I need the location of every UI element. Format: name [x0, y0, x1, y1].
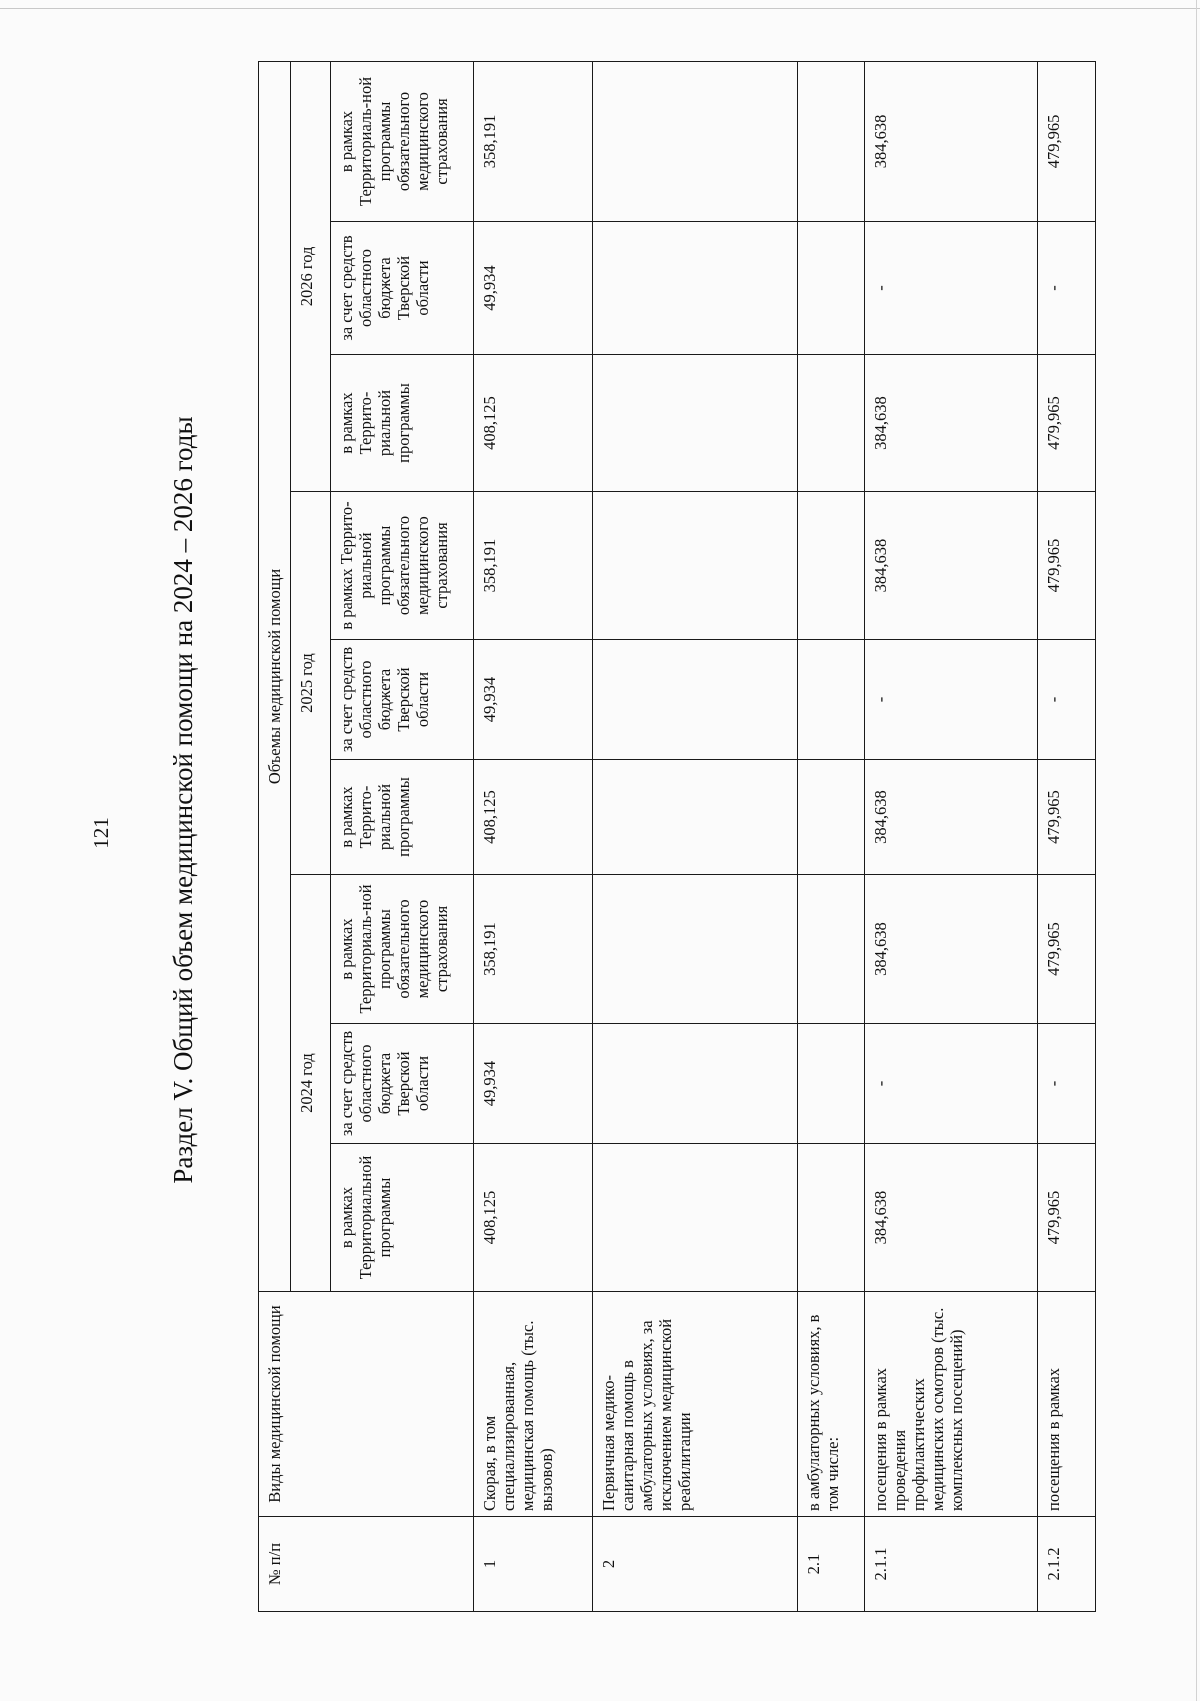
table-row [592, 61, 797, 1611]
row-name: Скорая, в том специализированная, медицинская помощь (тыс. вызовов) [474, 1292, 593, 1517]
subheader-2024-regional-budget: за счет средств областного бюджета Тверской области [331, 1024, 474, 1144]
section-title: Раздел V. Общий объем медицинской помощи на 2024 – 2026 годы [168, 416, 198, 1184]
cell-2025-regional-budget: 49,934 [474, 640, 593, 760]
subheader-2024-territorial: в рамках Территориальной программы [331, 1144, 474, 1292]
row-num: 2.1.2 [1038, 1517, 1096, 1612]
cell-2026-oms: 479,965 [1038, 61, 1096, 221]
cell-2025-oms [592, 492, 797, 640]
cell-2025-regional-budget: - [865, 640, 1038, 760]
cell-2024-oms [592, 875, 797, 1024]
cell-2025-territorial: 408,125 [474, 760, 593, 875]
cell-2026-oms [798, 61, 865, 221]
cell-2025-oms: 479,965 [1038, 492, 1096, 640]
cell-2026-oms: 358,191 [474, 61, 593, 221]
header-year-2024: 2024 год [291, 875, 331, 1292]
cell-2025-oms [798, 492, 865, 640]
cell-2026-territorial: 479,965 [1038, 355, 1096, 492]
row-name: Первичная медико-санитарная помощь в амбулаторных условиях, за исключением медицинской реабилитации [592, 1292, 797, 1517]
subheader-2024-oms: в рамках Территориаль-ной программы обязательного медицинского страхования [331, 875, 474, 1024]
page-number: 121 [89, 817, 113, 849]
cell-2025-territorial: 384,638 [865, 760, 1038, 875]
cell-2026-regional-budget: - [1038, 222, 1096, 355]
row-name: посещения в рамках проведения профилактических медицинских осмотров (тыс. комплексных посещений) [865, 1292, 1038, 1517]
cell-2024-territorial: 408,125 [474, 1144, 593, 1292]
cell-2025-territorial [592, 760, 797, 875]
cell-2024-regional-budget: 49,934 [474, 1024, 593, 1144]
cell-2024-oms: 479,965 [1038, 875, 1096, 1024]
cell-2024-regional-budget: - [1038, 1024, 1096, 1144]
subheader-2025-territorial: в рамках Террито-риальной программы [331, 760, 474, 875]
row-num: 2.1 [798, 1517, 865, 1612]
cell-2025-regional-budget [592, 640, 797, 760]
subheader-2026-territorial: в рамках Террито-риальной программы [331, 355, 474, 492]
scan-edge [0, 8, 1200, 9]
header-type: Виды медицинской помощи [259, 1292, 474, 1517]
cell-2026-territorial [592, 355, 797, 492]
row-name: в амбулаторных условиях, в том числе: [798, 1292, 865, 1517]
cell-2024-territorial: 384,638 [865, 1144, 1038, 1292]
cell-2024-territorial: 479,965 [1038, 1144, 1096, 1292]
cell-2024-territorial [798, 1144, 865, 1292]
volume-table [258, 61, 1096, 1612]
subheader-2026-oms: в рамках Территориаль-ной программы обязательного медицинского страхования [331, 61, 474, 221]
row-num: 2.1.1 [865, 1517, 1038, 1612]
cell-2024-regional-budget: - [865, 1024, 1038, 1144]
cell-2026-territorial: 384,638 [865, 355, 1038, 492]
table-row [865, 61, 1038, 1611]
cell-2025-oms: 358,191 [474, 492, 593, 640]
cell-2024-oms: 358,191 [474, 875, 593, 1024]
cell-2025-territorial: 479,965 [1038, 760, 1096, 875]
cell-2025-regional-budget: - [1038, 640, 1096, 760]
cell-2026-oms [592, 61, 797, 221]
cell-2025-regional-budget [798, 640, 865, 760]
table-row [1038, 61, 1096, 1611]
cell-2025-oms: 384,638 [865, 492, 1038, 640]
cell-2025-territorial [798, 760, 865, 875]
cell-2026-regional-budget [592, 222, 797, 355]
row-name: посещения в рамках [1038, 1292, 1096, 1517]
header-volumes: Объемы медицинской помощи [259, 61, 291, 1291]
table-row [474, 61, 593, 1611]
scan-edge [1196, 0, 1197, 1701]
volume-table-container [258, 62, 1096, 1612]
cell-2026-territorial: 408,125 [474, 355, 593, 492]
header-num: № п/п [259, 1517, 474, 1612]
subheader-2026-regional-budget: за счет средств областного бюджета Тверской области [331, 222, 474, 355]
cell-2026-oms: 384,638 [865, 61, 1038, 221]
header-year-2026: 2026 год [291, 61, 331, 491]
cell-2024-oms [798, 875, 865, 1024]
subheader-2025-regional-budget: за счет средств областного бюджета Тверской области [331, 640, 474, 760]
row-num: 1 [474, 1517, 593, 1612]
header-year-2025: 2025 год [291, 492, 331, 875]
table-row [798, 61, 865, 1611]
cell-2026-regional-budget: - [865, 222, 1038, 355]
cell-2024-territorial [592, 1144, 797, 1292]
cell-2024-regional-budget [592, 1024, 797, 1144]
cell-2026-regional-budget: 49,934 [474, 222, 593, 355]
cell-2026-territorial [798, 355, 865, 492]
subheader-2025-oms: в рамках Террито-риальной программы обязательного медицинского страхования [331, 492, 474, 640]
cell-2026-regional-budget [798, 222, 865, 355]
cell-2024-regional-budget [798, 1024, 865, 1144]
row-num: 2 [592, 1517, 797, 1612]
cell-2024-oms: 384,638 [865, 875, 1038, 1024]
